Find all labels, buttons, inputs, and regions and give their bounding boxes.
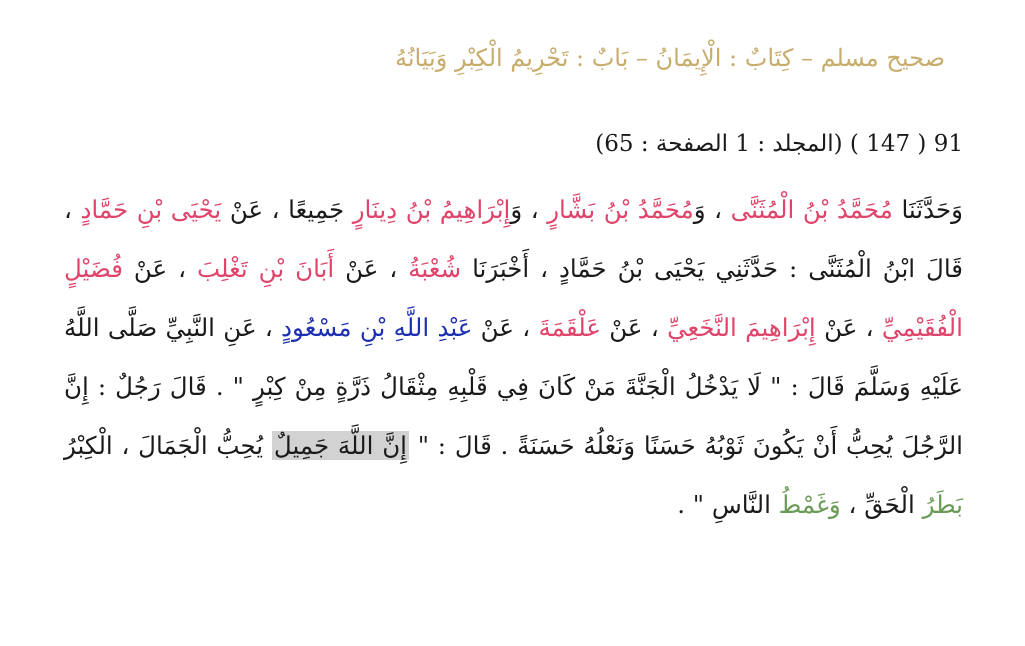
text-segment: وَحَدَّثَنَا bbox=[901, 195, 963, 224]
narrator-link[interactable]: إِبْرَاهِيمُ بْنُ دِينَارٍ bbox=[352, 195, 511, 224]
companion-narrator-link[interactable]: عَبْدِ اللَّهِ بْنِ مَسْعُودٍ bbox=[281, 313, 473, 342]
text-segment: ، قَالَ ابْنُ الْمُثَنَّى : حَدَّثَنِي يَحْيَى بْنُ حَمَّادٍ ، أَخْبَرَنَا bbox=[64, 195, 963, 283]
text-segment: ، عَنِ النَّبِيِّ صَلَّى اللَّهُ عَلَيْهِ وَسَلَّمَ قَالَ : " لَا يَدْخُلُ الْجَنَّةَ مَنْ كَانَ فِي قَلْبِهِ مِثْقَالُ ذَرَّةٍ مِنْ كِبْرٍ " . قَالَ رَجُلٌ : إِنَّ الرَّجُلَ يُحِبُّ أَنْ يَكُونَ ثَوْبُهُ حَسَنًا وَنَعْلُهُ حَسَنَةً . قَالَ : " bbox=[64, 313, 963, 460]
narrator-link[interactable]: عَلْقَمَةَ bbox=[538, 313, 601, 342]
text-segment: ، وَ bbox=[510, 195, 539, 224]
text-segment: ، عَنْ bbox=[609, 313, 659, 342]
text-segment: ، عَنْ bbox=[480, 313, 531, 342]
hadith-reference: 91 ( 147 ) (المجلد : 1 الصفحة : 65) bbox=[595, 131, 963, 157]
narrator-link[interactable]: يَحْيَى بْنِ حَمَّادٍ bbox=[80, 195, 222, 224]
narrator-link[interactable]: أَبَانَ بْنِ تَغْلِبَ bbox=[196, 254, 335, 283]
text-segment: النَّاسِ " . bbox=[677, 490, 771, 519]
narrator-link[interactable]: شُعْبَةُ bbox=[408, 254, 462, 283]
chapter-heading: صحيح مسلم – كِتَابٌ : الْإِيمَانُ – بَابٌ : تَحْرِيمُ الْكِبْرِ وَبَيَانُهُ bbox=[394, 44, 945, 72]
text-segment: ، عَنْ bbox=[824, 313, 874, 342]
narrator-link[interactable]: مُحَمَّدُ بْنُ بَشَّارٍ bbox=[547, 195, 694, 224]
text-segment: جَمِيعًا ، عَنْ bbox=[229, 195, 345, 224]
text-segment: الْحَقِّ ، bbox=[848, 490, 915, 519]
text-segment: ، وَ bbox=[693, 195, 723, 224]
narrator-link[interactable]: فُضَيْلٍ الْفُقَيْمِيِّ bbox=[64, 254, 963, 342]
text-segment: ، عَنْ bbox=[133, 254, 186, 283]
glossary-word[interactable]: وَغَمْطُ bbox=[778, 490, 841, 519]
narrator-link[interactable]: إِبْرَاهِيمَ النَّخَعِيِّ bbox=[667, 313, 816, 342]
text-segment: ، عَنْ bbox=[345, 254, 398, 283]
narrator-link[interactable]: مُحَمَّدُ بْنُ الْمُثَنَّى bbox=[730, 195, 893, 224]
hadith-text bbox=[64, 180, 963, 534]
text-segment: يُحِبُّ الْجَمَالَ ، الْكِبْرُ bbox=[64, 431, 264, 460]
glossary-word[interactable]: بَطَرُ bbox=[922, 490, 963, 519]
highlighted-phrase: إِنَّ اللَّهَ جَمِيلٌ bbox=[273, 431, 407, 460]
